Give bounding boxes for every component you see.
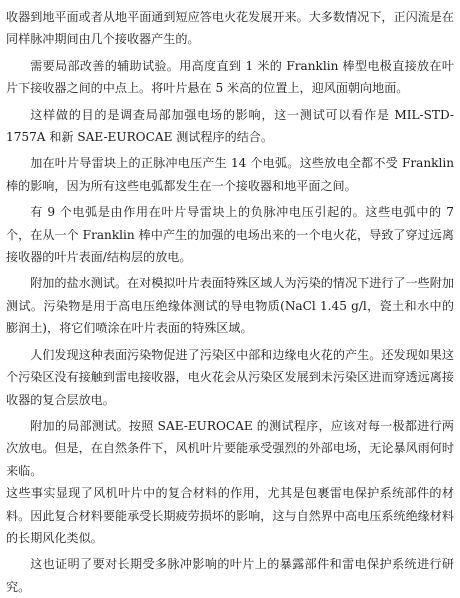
paragraph-1: 收器到地平面或者从地平面通到短应答电火花发展开来。大多数情况下，正闪流是在同样脉冲期间由几个接收器产生的。 xyxy=(6,10,454,47)
paragraph-4: 加在叶片导雷块上的正脉冲电压产生 14 个电弧。这些放电全都不受 Franklin 棒的影响，因为所有这些电弧都发生在一个接收器和地平面之间。 xyxy=(6,156,454,193)
paragraph-7: 人们发现这种表面污染物促进了污染区中部和边缘电火花的产生。还发现如果这个污染区没有接触到雷电接收器，电火花会从污染区发展到未污染区进而穿透远离接收器的复合层放电。 xyxy=(6,347,454,407)
paragraph-6: 附加的盐水测试。在对模拟叶片表面特殊区域人为污染的情况下进行了一些附加测试。污染物是用于高电压绝缘体测试的导电物质(NaCl 1.45 g/l，瓷土和水中的膨润土)，将它们喷涂在叶片表面的特殊区域。 xyxy=(6,276,454,336)
paragraph-8: 附加的局部测试。按照 SAE-EUROCAE 的测试程序，应该对每一极都进行两次放电。但是，在自然条件下，风机叶片要能承受强烈的外部电场，无论暴风雨何时来临。 xyxy=(6,418,454,478)
paragraph-3: 这样做的目的是调查局部加强电场的影响，这一测试可以看作是 MIL-STD-1757A 和新 SAE-EUROCAE 测试程序的结合。 xyxy=(6,107,454,145)
paragraph-10: 这也证明了要对长期受多脉冲影响的叶片上的暴露部件和雷电保护系统进行研究。 xyxy=(6,557,454,594)
paragraph-2: 需要局部改善的辅助试验。用高度直到 1 米的 Franklin 棒型电极直接放在叶片下接收器之间的中点上。将叶片悬在 5 米高的位置上，迎风面朝向地面。 xyxy=(6,58,454,96)
paragraph-5: 有 9 个电弧是由作用在叶片导雷块上的负脉冲电压引起的。这些电弧中的 7 个，在从一个 Franklin 棒中产生的加强的电场出来的一个电火花，导致了穿过远离接收器的叶片表面/结构层的放电。 xyxy=(6,205,454,265)
paragraph-9: 这些事实显现了风机叶片中的复合材料的作用，尤其是包裹雷电保护系统部件的材料。因此复合材料要能承受长期疲劳损坏的影响，这与自然界中高电压系统绝缘材料的长期风化类似。 xyxy=(6,486,454,545)
